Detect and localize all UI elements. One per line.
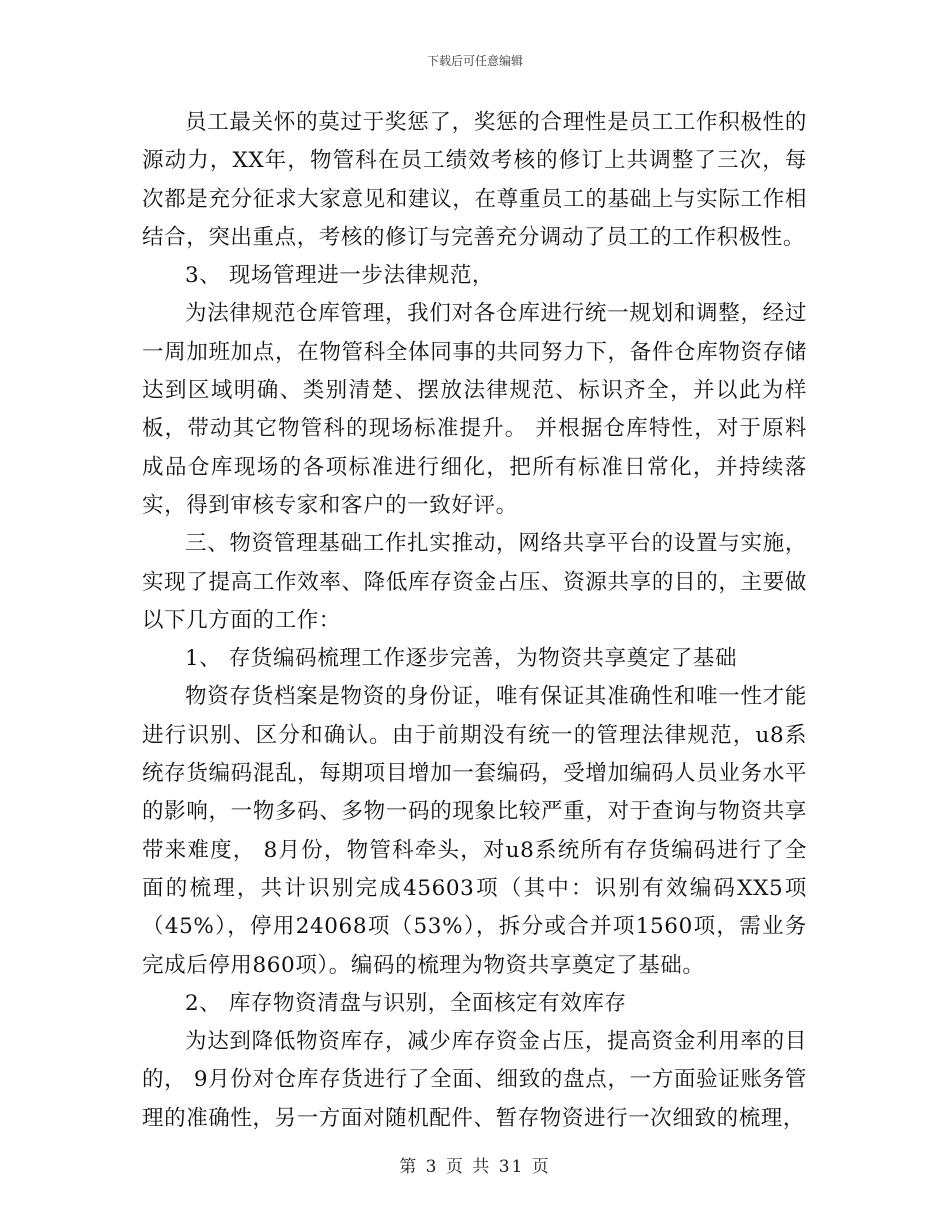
paragraph-stock-clearance: 为达到降低物资库存，减少库存资金占压，提高资金利用率的目的， 9月份对仓库存货进行了全面、细致的盘点，一方面验证账务管理的准确性，另一方面对随机配件、暂存物资进行一次细致的梳理， — [142, 1029, 807, 1131]
paragraph-inventory-coding: 物资存货档案是物资的身份证，唯有保证其准确性和唯一性才能进行识别、区分和确认。由于前期没有统一的管理法律规范，u8系统存货编码混乱，每期项目增加一套编码，受增加编码人员业务水平的影响，一物多码、多物一码的现象比较严重，对于查询与物资共享带来难度， 8月份，物管科牵头，对u8系统所有存货编码进行了全面的梳理，共计识别完成45603项（其中：识别有效编码XX5项（45%），停用24068项（53%），拆分或合并项1560项，需业务完成后停用860项）。编码的梳理为物资共享奠定了基础。 — [142, 684, 807, 978]
heading-stock-clearance: 2、 库存物资清盘与识别，全面核定有效库存 — [185, 990, 627, 1016]
paragraph-warehouse-standardization: 为法律规范仓库管理，我们对各仓库进行统一规划和调整，经过一周加班加点，在物管科全体同事的共同努力下，备件仓库物资存储达到区域明确、类别清楚、摆放法律规范、标识齐全，并以此为样板，带动其它物管科的现场标准提升。 并根据仓库特性，对于原料成品仓库现场的各项标准进行细化，把所有标准日常化，并持续落实，得到审核专家和客户的一致好评。 — [142, 301, 807, 518]
heading-section-three: 三、物资管理基础工作扎实推动，网络共享平台的设置与实施，实现了提高工作效率、降低库存资金占压、资源共享的目的，主要做以下几方面的工作： — [142, 531, 807, 633]
document-body — [142, 104, 807, 1138]
paragraph-reward-punishment: 员工最关怀的莫过于奖惩了，奖惩的合理性是员工工作积极性的源动力，XX年，物管科在员工绩效考核的修订上共调整了三次，每次都是充分征求大家意见和建议，在尊重员工的基础上与实际工作相结合，突出重点，考核的修订与完善充分调动了员工的工作积极性。 — [142, 110, 807, 250]
heading-inventory-coding: 1、 存货编码梳理工作逐步完善，为物资共享奠定了基础 — [185, 646, 738, 672]
heading-site-management: 3、 现场管理进一步法律规范， — [185, 263, 495, 289]
page-footer: 第 3 页 共 31 页 — [399, 1157, 551, 1177]
page-header: 下载后可任意编辑 — [426, 54, 523, 68]
